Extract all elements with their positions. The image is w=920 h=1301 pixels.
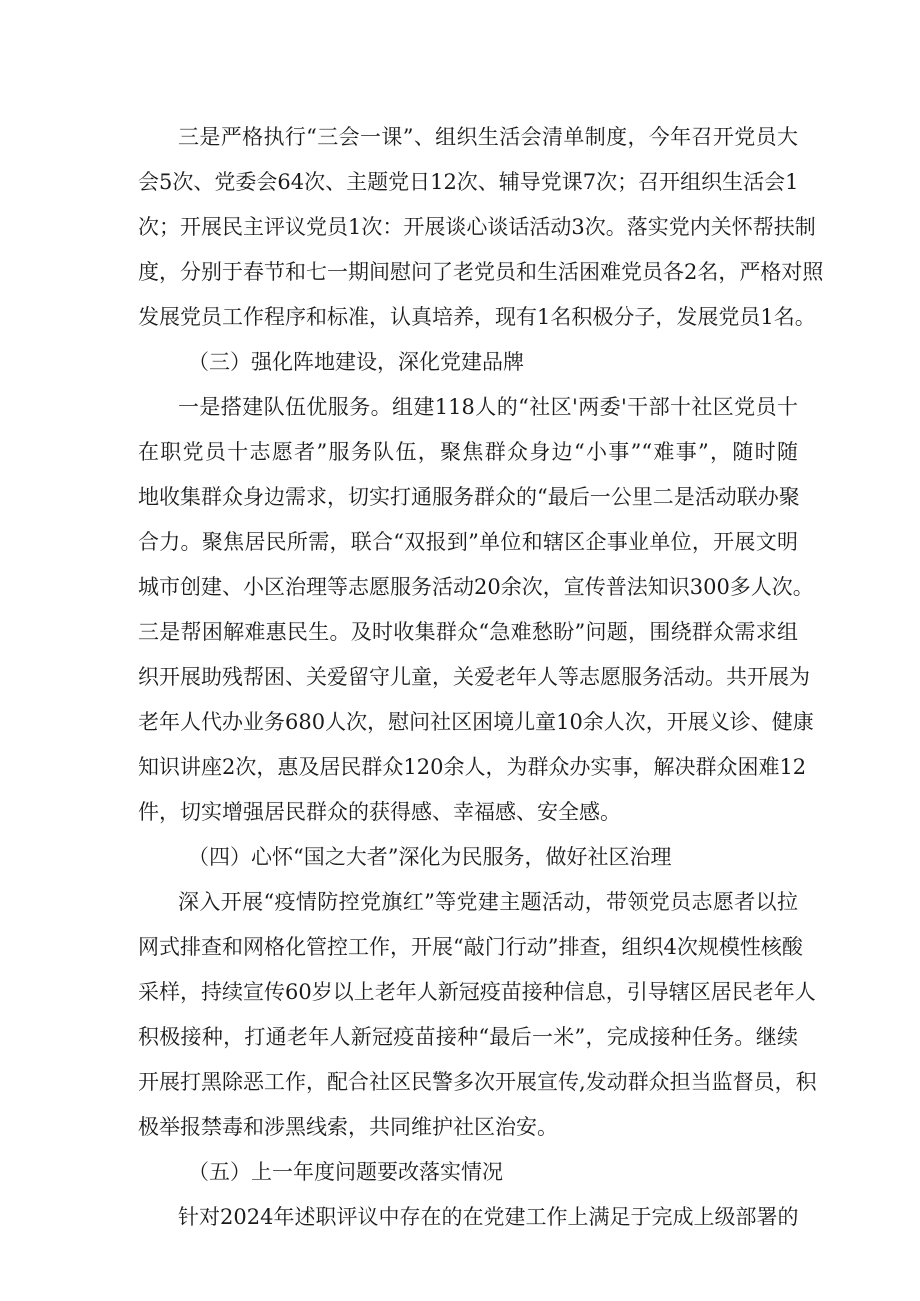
paragraph-line: 发展党员工作程序和标准，认真培养，现有1名积极分子，发展党员1名。 bbox=[138, 305, 816, 329]
section-heading: （三）强化阵地建设，深化党建品牌 bbox=[188, 350, 524, 374]
paragraph-line: 深入开展“疫情防控党旗红”等党建主题活动，带领党员志愿者以拉 bbox=[178, 890, 798, 914]
paragraph-line: 开展打黑除恶工作，配合社区民警多次开展宣传,发动群众担当监督员，积 bbox=[138, 1070, 817, 1094]
paragraph-line: 网式排查和网格化管控工作，开展“敲门行动”排查，组织4次规模性核酸 bbox=[138, 935, 803, 959]
section-heading: （五）上一年度问题要改落实情况 bbox=[188, 1160, 503, 1184]
paragraph-line: 知识讲座2次，惠及居民群众120余人，为群众办实事，解决群众困难12 bbox=[138, 755, 807, 779]
paragraph-line: 针对2024年述职评议中存在的在党建工作上满足于完成上级部署的 bbox=[178, 1205, 799, 1229]
paragraph-line: 老年人代办业务680人次，慰问社区困境儿童10余人次，开展义诊、健康 bbox=[138, 710, 814, 734]
paragraph-line: 织开展助残帮困、关爱留守儿童，关爱老年人等志愿服务活动。共开展为 bbox=[138, 665, 810, 689]
section-heading: （四）心怀“国之大者”深化为民服务，做好社区治理 bbox=[188, 845, 672, 869]
paragraph-line: 度，分别于春节和七一期间慰问了老党员和生活困难党员各2名，严格对照 bbox=[138, 260, 824, 284]
paragraph-line: 件，切实增强居民群众的获得感、幸福感、安全感。 bbox=[138, 800, 621, 824]
paragraph-line: 极举报禁毒和涉黑线索，共同维护社区治安。 bbox=[138, 1115, 558, 1139]
paragraph-line: 三是严格执行“三会一课”、组织生活会清单制度，今年召开党员大 bbox=[178, 125, 798, 149]
paragraph-line: 会5次、党委会64次、主题党日12次、辅导党课7次；召开组织生活会1 bbox=[138, 170, 799, 194]
paragraph-line: 在职党员十志愿者”服务队伍，聚焦群众身边“小事”“难事”，随时随 bbox=[138, 440, 798, 464]
paragraph-line: 三是帮困解难惠民生。及时收集群众“急难愁盼”问题，围绕群众需求组 bbox=[138, 620, 798, 644]
paragraph-line: 采样，持续宣传60岁以上老年人新冠疫苗接种信息，引导辖区居民老年人 bbox=[138, 980, 816, 1004]
paragraph-line: 次；开展民主评议党员1次：开展谈心谈话活动3次。落实党内关怀帮扶制 bbox=[138, 215, 816, 239]
paragraph-line: 积极接种，打通老年人新冠疫苗接种“最后一米”，完成接种任务。继续 bbox=[138, 1025, 798, 1049]
paragraph-line: 一是搭建队伍优服务。组建118人的“社区'两委'干部十社区党员十 bbox=[178, 395, 798, 419]
paragraph-line: 地收集群众身边需求，切实打通服务群众的“最后一公里二是活动联办聚 bbox=[138, 485, 800, 509]
paragraph-line: 城市创建、小区治理等志愿服务活动20余次，宣传普法知识300多人次。 bbox=[138, 575, 814, 599]
paragraph-line: 合力。聚焦居民所需，联合“双报到”单位和辖区企事业单位，开展文明 bbox=[138, 530, 798, 554]
